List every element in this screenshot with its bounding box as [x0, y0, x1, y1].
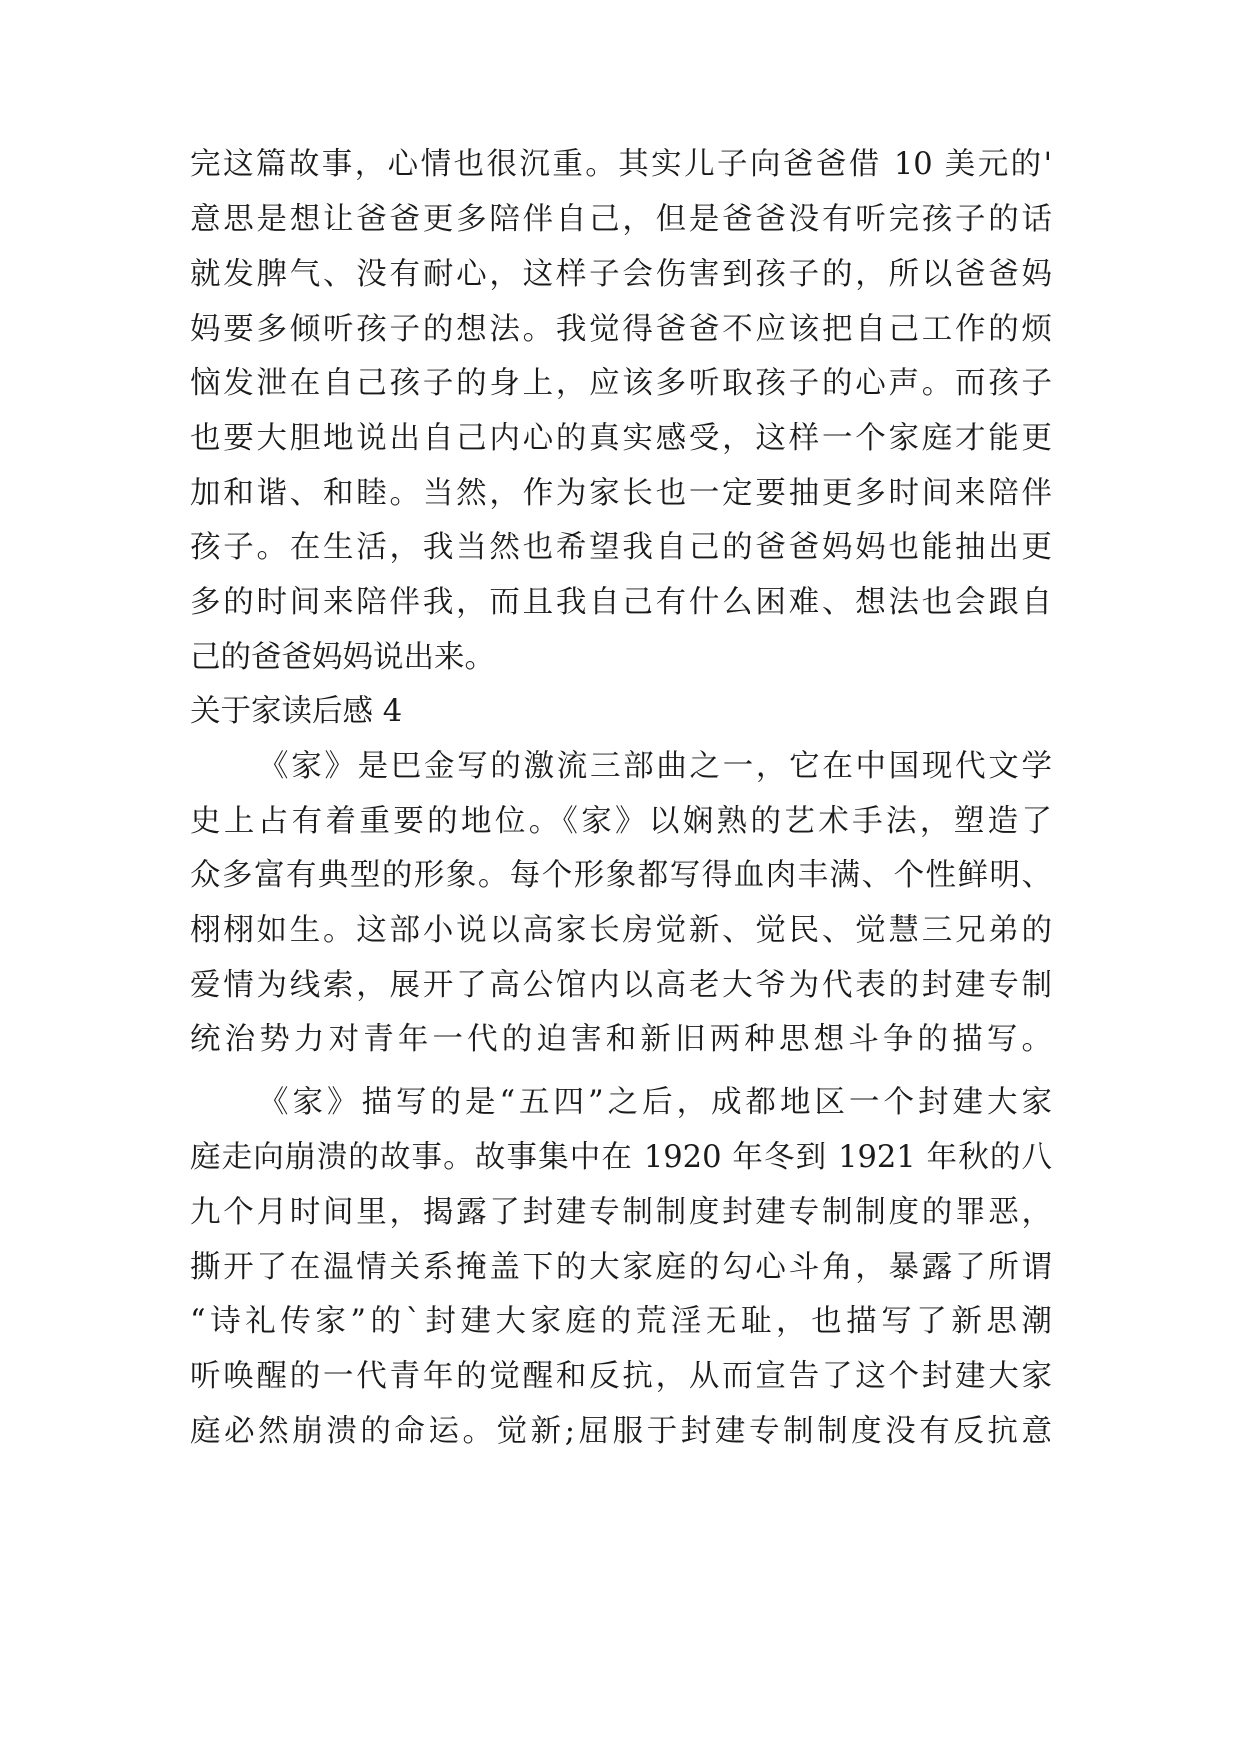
text-line: 就发脾气、没有耐心，这样子会伤害到孩子的，所以爸爸妈 — [190, 257, 1052, 292]
section-heading: 关于家读后感 4 — [190, 694, 403, 729]
text-line: 多的时间来陪伴我，而且我自己有什么困难、想法也会跟自 — [190, 585, 1052, 620]
text-line: 统治势力对青年一代的迫害和新旧两种思想斗争的描写。 — [190, 1022, 1052, 1057]
text-line: 庭必然崩溃的命运。觉新;屈服于封建专制制度没有反抗意 — [190, 1414, 1052, 1449]
text-line: 《家》是巴金写的激流三部曲之一，它在中国现代文学 — [258, 749, 1052, 784]
text-line: 九个月时间里，揭露了封建专制制度封建专制制度的罪恶， — [190, 1195, 1052, 1230]
text-line: 孩子。在生活，我当然也希望我自己的爸爸妈妈也能抽出更 — [190, 530, 1052, 565]
text-line: 也要大胆地说出自己内心的真实感受，这样一个家庭才能更 — [190, 421, 1052, 456]
text-line: 加和谐、和睦。当然，作为家长也一定要抽更多时间来陪伴 — [190, 476, 1052, 511]
text-line: 《家》描写的是“五四”之后，成都地区一个封建大家 — [258, 1085, 1052, 1120]
text-line: 史上占有着重要的地位。《家》以娴熟的艺术手法，塑造了 — [190, 804, 1052, 839]
text-line: 妈要多倾听孩子的想法。我觉得爸爸不应该把自己工作的烦 — [190, 312, 1052, 347]
text-line: 众多富有典型的形象。每个形象都写得血肉丰满、个性鲜明、 — [190, 858, 1052, 893]
text-line: 己的爸爸妈妈说出来。 — [190, 640, 495, 675]
text-line: 栩栩如生。这部小说以高家长房觉新、觉民、觉慧三兄弟的 — [190, 913, 1052, 948]
text-line: 恼发泄在自己孩子的身上，应该多听取孩子的心声。而孩子 — [190, 366, 1052, 401]
text-line: 爱情为线索，展开了高公馆内以高老大爷为代表的封建专制 — [190, 968, 1052, 1003]
text-line: 庭走向崩溃的故事。故事集中在 1920 年冬到 1921 年秋的八 — [190, 1140, 1052, 1175]
text-line: 撕开了在温情关系掩盖下的大家庭的勾心斗角，暴露了所谓 — [190, 1250, 1052, 1285]
text-line: 听唤醒的一代青年的觉醒和反抗，从而宣告了这个封建大家 — [190, 1359, 1052, 1394]
text-line: 完这篇故事，心情也很沉重。其实儿子向爸爸借 10 美元的' — [190, 147, 1052, 182]
text-line: “诗礼传家”的`封建大家庭的荒淫无耻，也描写了新思潮 — [190, 1304, 1052, 1339]
text-line: 意思是想让爸爸更多陪伴自己，但是爸爸没有听完孩子的话 — [190, 202, 1052, 237]
